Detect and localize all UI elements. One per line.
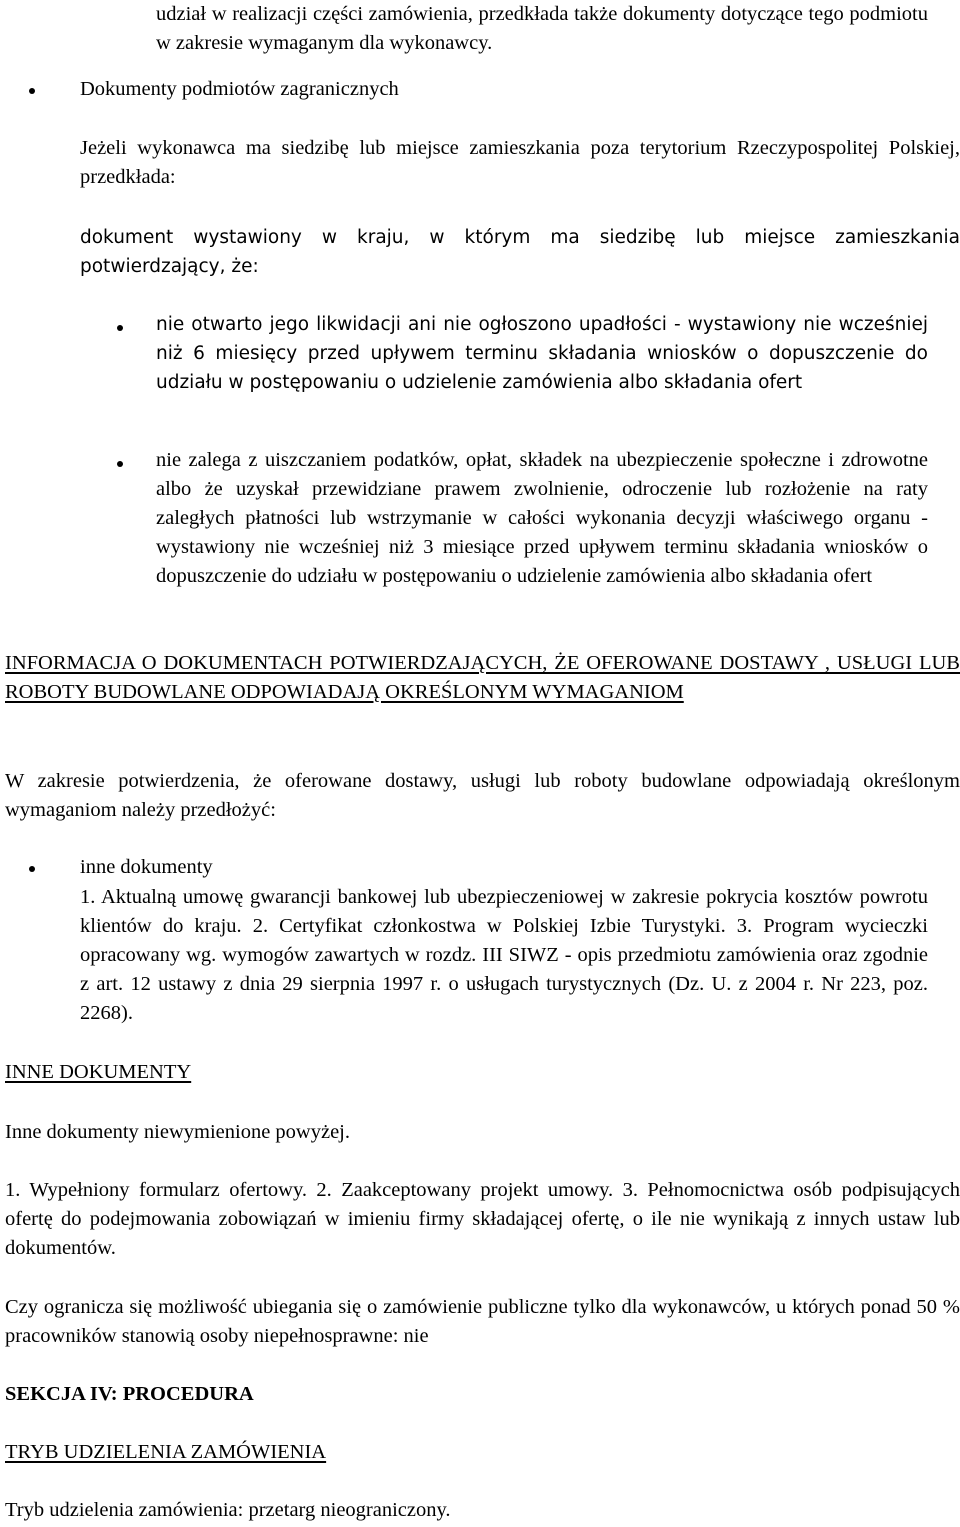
other-docs-list: 1. Wypełniony formularz ofertowy. 2. Zaakceptowany projekt umowy. 3. Pełnomocnictwa osób podpisujących ofertę do podejmowania zobowiązań w imieniu firmy składającej ofertę, o ile nie wynikają z innych ustaw lub dokumentów. — [5, 1179, 960, 1259]
requirements-bullet-text: 1. Aktualną umowę gwarancji bankowej lub ubezpieczeniowej w zakresie pokrycia kosztów powrotu klientów do kraju. 2. Certyfikat członkostwa w Polskiej Izbie Turystyki. 3. Program wycieczki opracowany wg. wymogów zawartych w rozdz. III SIWZ - opis przedmiotu zamówienia oraz zgodnie z art. 12 ustawy z dnia 29 sierpnia 1997 r. o usługach turystycznych (Dz. U. z 2004 r. Nr 223, poz. 2268). — [80, 886, 928, 1024]
section-title: SEKCJA IV: PROCEDURA — [5, 1383, 254, 1405]
foreign-docs-heading: Dokumenty podmiotów zagranicznych — [80, 78, 399, 100]
restriction-paragraph: Czy ogranicza się możliwość ubiegania się o zamówienie publiczne tylko dla wykonawców, u których ponad 50 % pracowników stanowią osoby niepełnosprawne: nie — [5, 1296, 960, 1347]
foreign-document-description: dokument wystawiony w kraju, w którym ma siedzibę lub miejsce zamieszkania potwierdzający, że: — [80, 227, 960, 277]
foreign-doc-item: nie otwarto jego likwidacji ani nie ogłoszono upadłości - wystawiony nie wcześniej niż 6 miesięcy przed upływem terminu składania wniosków o dopuszczenie do udziału w postępowaniu o udzielenie zamówienia albo składania ofert — [156, 314, 928, 393]
continuation-paragraph: udział w realizacji części zamówienia, przedkłada także dokumenty dotyczące tego podmiotu w zakresie wymaganym dla wykonawcy. — [156, 3, 928, 54]
procedure-mode-text: Tryb udzielenia zamówienia: przetarg nieograniczony. — [5, 1499, 451, 1521]
other-docs-heading: INNE DOKUMENTY — [5, 1061, 192, 1083]
bullet-icon — [117, 461, 123, 467]
requirements-intro: W zakresie potwierdzenia, że oferowane dostawy, usługi lub roboty budowlane odpowiadają określonym wymaganiom należy przedłożyć: — [5, 770, 960, 821]
bullet-icon — [117, 325, 123, 331]
procedure-mode-heading: TRYB UDZIELENIA ZAMÓWIENIA — [5, 1441, 327, 1463]
foreign-docs-intro: Jeżeli wykonawca ma siedzibę lub miejsce zamieszkania poza terytorium Rzeczypospolitej Polskiej, przedkłada: — [80, 137, 960, 188]
requirements-heading: INFORMACJA O DOKUMENTACH POTWIERDZAJĄCYCH, ŻE OFEROWANE DOSTAWY , USŁUGI LUB ROBOTY BUDOWLANE ODPOWIADAJĄ OKREŚLONYM WYMAGANIOM — [5, 652, 960, 703]
other-docs-line: Inne dokumenty niewymienione powyżej. — [5, 1121, 350, 1143]
foreign-doc-item: nie zalega z uiszczaniem podatków, opłat, składek na ubezpieczenie społeczne i zdrowotne albo że uzyskał przewidziane prawem zwolnienie, odroczenie lub rozłożenie na raty zaległych płatności lub wstrzymanie w całości wykonania decyzji właściwego organu - wystawiony nie wcześniej niż 3 miesiące przed upływem terminu składania wniosków o dopuszczenie do udziału w postępowaniu o udzielenie zamówienia albo składania ofert — [156, 449, 928, 587]
bullet-icon — [29, 866, 35, 872]
bullet-icon — [29, 88, 35, 94]
requirements-bullet-label: inne dokumenty — [80, 856, 213, 878]
